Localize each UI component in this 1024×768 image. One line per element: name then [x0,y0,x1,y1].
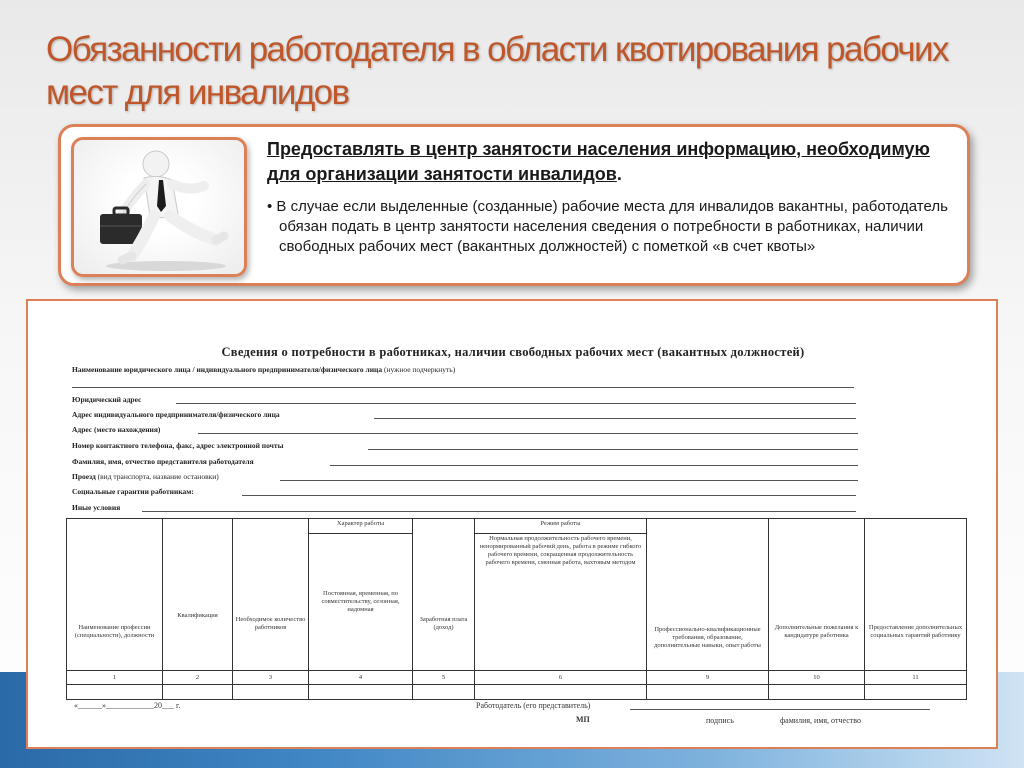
th-work-regime: Нормальная продолжительность рабочего времени, ненормированный рабочий день, работа в режиме гибкого рабочего времени, сокращенная продолжительность рабочего времени, сменная работа, вахтовым методом [475,533,647,670]
th-wishes: Дополнительные пожелания к кандидатуре работника [769,519,865,671]
form-field-location: Адрес (место нахождения) [72,425,161,434]
table-cell-empty [413,685,475,700]
form-stamp-label: МП [576,715,590,724]
form-line [330,465,858,466]
form-document-frame [26,299,998,749]
card-bullet-text: • В случае если выделенные (созданные) рабочие места для инвалидов вакантны, работодатель обязан подать в центр занятости населения сведения о потребности в работниках, наличии свободных рабочих мест (вакантных должностей) с пометкой «в счет квоты» [267,198,948,255]
th-work-type: Постоянная, временная, по совместительству, сезонная, надомная [309,533,413,670]
form-field-ip-address: Адрес индивидуального предпринимателя/физического лица [72,410,280,419]
form-field-representative: Фамилия, имя, отчество представителя работодателя [72,457,254,466]
card-heading-end: . [616,164,622,184]
form-signature-line [630,709,930,710]
slide-title: Обязанности работодателя в области квотирования рабочих мест для инвалидов [46,30,948,112]
col-number: 3 [233,670,309,685]
form-line [176,403,856,404]
th-count: Необходимое количество работников [233,519,309,671]
info-card [58,124,970,286]
col-number: 11 [865,670,967,685]
form-line [198,433,858,434]
form-field-org-name: Наименование юридического лица / индивидуального предпринимателя/физического лица (нужное подчеркнуть) [72,365,456,374]
table-cell-empty [475,685,647,700]
form-line [280,480,858,481]
col-number: 2 [163,670,233,685]
col-number: 1 [67,670,163,685]
vacancy-form [28,301,996,747]
th-social: Предоставление дополнительных социальных гарантий работнику [865,519,967,671]
col-number: 9 [647,670,769,685]
form-field-social-guarantees: Социальные гарантии работникам: [72,487,194,496]
th-qualification: Квалификация [163,519,233,671]
form-line [142,511,856,512]
form-employer-label: Работодатель (его представитель) [476,701,591,710]
form-line-blank [72,387,854,388]
form-line [242,495,856,496]
form-title: Сведения о потребности в работниках, наличии свободных рабочих мест (вакантных должностей) [221,345,805,359]
table-cell-empty [163,685,233,700]
table-cell-empty [233,685,309,700]
th-salary: Заработная плата (доход) [413,519,475,671]
form-line [374,418,856,419]
form-fio-label: фамилия, имя, отчество [780,716,861,725]
form-field-contacts: Номер контактного телефона, факс, адрес электронной почты [72,441,284,450]
col-number: 5 [413,670,475,685]
table-cell-empty [309,685,413,700]
form-field-other-conditions: Иные условия [72,503,121,512]
vacancy-table [66,518,967,700]
th-profession: Наименование профессии (специальности), должности [67,519,163,671]
col-number: 10 [769,670,865,685]
col-number: 4 [309,670,413,685]
businessman-running-with-briefcase-icon [74,140,244,274]
form-signature-label: подпись [706,716,734,725]
table-cell-empty [67,685,163,700]
table-cell-empty [647,685,769,700]
illustration-frame [71,137,247,277]
th-group-regime: Режим работы [475,519,647,534]
table-cell-empty [865,685,967,700]
card-heading-text: Предоставлять в центр занятости населения информацию, необходимую для организации занятости инвалидов [267,139,930,184]
col-number: 6 [475,670,647,685]
card-heading [267,137,957,187]
form-line [368,449,858,450]
form-date: «______»____________20___ г. [74,701,181,710]
table-cell-empty [769,685,865,700]
form-field-legal-address: Юридический адрес [72,395,142,404]
th-requirements: Профессионально-квалификационные требования, образование, дополнительные навыки, опыт работы [647,519,769,671]
th-group-character: Характер работы [309,519,413,534]
form-field-transport: Проезд (вид транспорта, название остановки) [72,472,219,481]
